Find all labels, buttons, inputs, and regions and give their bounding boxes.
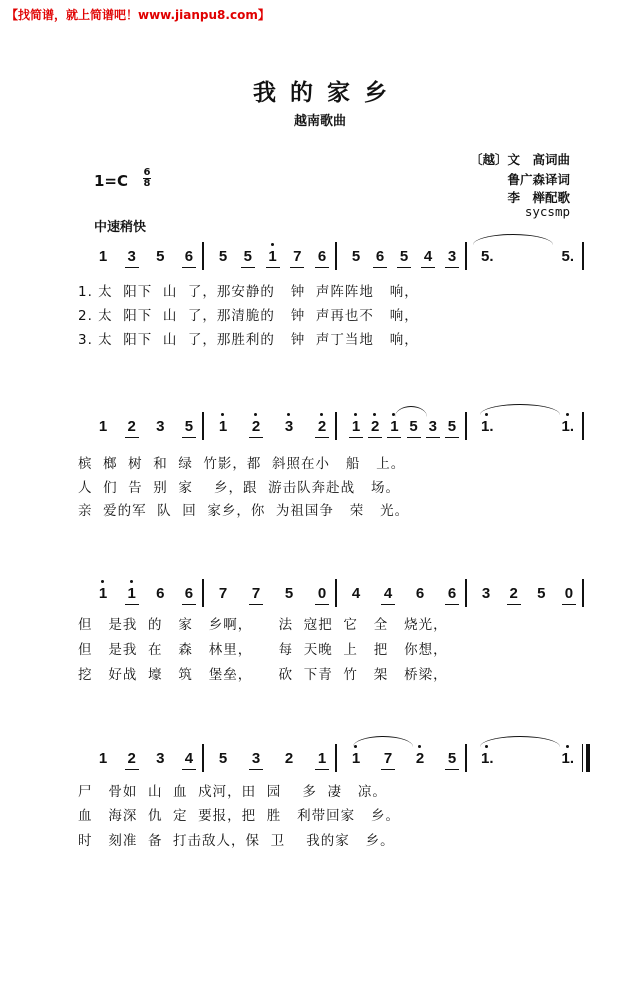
note: 5 [447, 408, 457, 435]
note: 7 [218, 585, 228, 602]
credit-uploader: sycsmp [524, 204, 570, 219]
note: 0 [564, 575, 574, 602]
measure [210, 238, 335, 278]
measure [343, 238, 465, 278]
note: 5 [537, 585, 546, 602]
note: 3 [127, 238, 137, 265]
credit-arranger: 李 榉配歌 [507, 190, 570, 205]
note: 3 [447, 238, 457, 265]
note: 5 [351, 248, 361, 265]
lyric-line: 亲 爱的军 队 回 家乡，你 为祖国争 荣 光。 [78, 503, 410, 519]
music-system [90, 408, 585, 448]
barline [335, 744, 337, 772]
note: 5 [409, 408, 419, 435]
note: 2 [127, 740, 137, 767]
barline [202, 744, 204, 772]
tempo-marking: 中速稍快 [94, 220, 147, 235]
barline [465, 242, 467, 270]
note: 3 [251, 740, 261, 767]
song-subtitle: 越南歌曲 [293, 114, 346, 129]
measure [90, 740, 202, 780]
note: 2 [251, 408, 261, 435]
note: 2 [284, 750, 294, 767]
note: 6 [447, 575, 457, 602]
final-barline [582, 744, 587, 772]
note: 5 [184, 408, 194, 435]
barline [465, 579, 467, 607]
note: 7 [251, 575, 261, 602]
note: 5. [481, 248, 494, 265]
note: 1 [98, 418, 108, 435]
note: 1 [389, 408, 399, 435]
music-system [90, 575, 585, 615]
note: 4 [383, 575, 393, 602]
note: 0 [317, 575, 327, 602]
note: 5. [561, 248, 574, 265]
note: 1 [351, 740, 361, 767]
note: 5 [156, 248, 165, 265]
note: 1. [561, 740, 574, 767]
note: 6 [415, 585, 425, 602]
site-banner: 【找简谱，就上简谱吧！www.jianpu8.com】 [6, 8, 270, 22]
note: 1. [481, 740, 494, 767]
note: 2 [317, 408, 327, 435]
credit-translator: 鲁广森译词 [507, 172, 570, 187]
barline [202, 242, 204, 270]
note: 3 [156, 750, 165, 767]
measure [90, 238, 202, 278]
lyric-line: 时 刻准 备 打击敌人，保 卫 我的家 乡。 [78, 833, 395, 849]
lyric-line: 尸 骨如 山 血 戍河，田 园 多 凄 凉。 [78, 784, 387, 800]
lyric-line: 但 是我 的 家 乡啊， 法 寇把 它 全 烧光， [78, 617, 448, 633]
barline [582, 242, 584, 270]
note: 3 [428, 408, 438, 435]
note: 6 [375, 238, 385, 265]
barline [335, 242, 337, 270]
measure [343, 575, 465, 615]
note: 4 [184, 740, 194, 767]
barline [202, 412, 204, 440]
note: 6 [184, 575, 194, 602]
note: 1 [268, 238, 278, 265]
note: 1 [98, 750, 108, 767]
note: 3 [284, 408, 294, 435]
note: 4 [423, 238, 433, 265]
note: 1 [218, 408, 228, 435]
barline [465, 744, 467, 772]
lyric-line: 挖 好战 壕 筑 堡垒， 砍 下青 竹 架 桥梁， [78, 667, 448, 683]
note: 5 [399, 238, 409, 265]
note: 1 [351, 408, 361, 435]
note: 2 [370, 408, 380, 435]
lyric-line: 1. 太 阳下 山 了，那安静的 钟 声阵阵地 响， [78, 284, 419, 300]
note: 6 [184, 238, 194, 265]
barline [202, 579, 204, 607]
note: 5 [218, 248, 228, 265]
note: 1 [317, 740, 327, 767]
note: 4 [351, 585, 361, 602]
note: 1. [481, 408, 494, 435]
measure [210, 575, 335, 615]
note: 6 [317, 238, 327, 265]
note: 2 [415, 740, 425, 767]
lyric-line: 槟 榔 树 和 绿 竹影，都 斜照在小 船 上。 [78, 456, 406, 472]
note: 2 [509, 575, 519, 602]
barline [465, 412, 467, 440]
lyric-line: 血 海深 仇 定 要报，把 胜 利带回家 乡。 [78, 808, 400, 824]
note: 5 [243, 238, 253, 265]
time-signature [143, 168, 151, 189]
note: 1 [98, 248, 108, 265]
note: 6 [156, 585, 165, 602]
barline [335, 579, 337, 607]
key-signature: 1=C [94, 172, 129, 190]
lyric-line: 但 是我 在 森 林里， 每 天晚 上 把 你想， [78, 642, 448, 658]
music-system [90, 740, 585, 780]
tie-slur [480, 404, 560, 415]
note: 5 [218, 750, 228, 767]
note: 1 [127, 575, 137, 602]
barline [582, 412, 584, 440]
note: 7 [383, 740, 393, 767]
barline [335, 412, 337, 440]
note: 1. [561, 408, 574, 435]
note: 3 [481, 585, 491, 602]
note: 7 [292, 238, 302, 265]
tie-slur [473, 234, 553, 245]
music-system [90, 238, 585, 278]
time-signature-bottom: 8 [143, 178, 151, 189]
note: 5 [284, 585, 294, 602]
measure [90, 408, 202, 448]
note: 5 [447, 740, 457, 767]
lyric-line: 人 们 告 别 家 乡，跟 游击队奔赴战 场。 [78, 480, 400, 496]
note: 1 [98, 575, 108, 602]
time-signature-top: 6 [143, 167, 151, 178]
tie-slur [480, 736, 560, 747]
song-title: 我的家乡 [253, 80, 401, 106]
measure [473, 575, 582, 615]
note: 2 [127, 408, 137, 435]
measure [90, 575, 202, 615]
measure [210, 408, 335, 448]
lyric-line: 3. 太 阳下 山 了，那胜利的 钟 声丁当地 响， [78, 332, 419, 348]
lyric-line: 2. 太 阳下 山 了，那清脆的 钟 声再也不 响， [78, 308, 419, 324]
barline [582, 579, 584, 607]
note: 3 [156, 418, 165, 435]
credit-composer: 〔越〕文 高词曲 [469, 152, 570, 167]
measure [210, 740, 335, 780]
tie-slur [353, 736, 413, 747]
